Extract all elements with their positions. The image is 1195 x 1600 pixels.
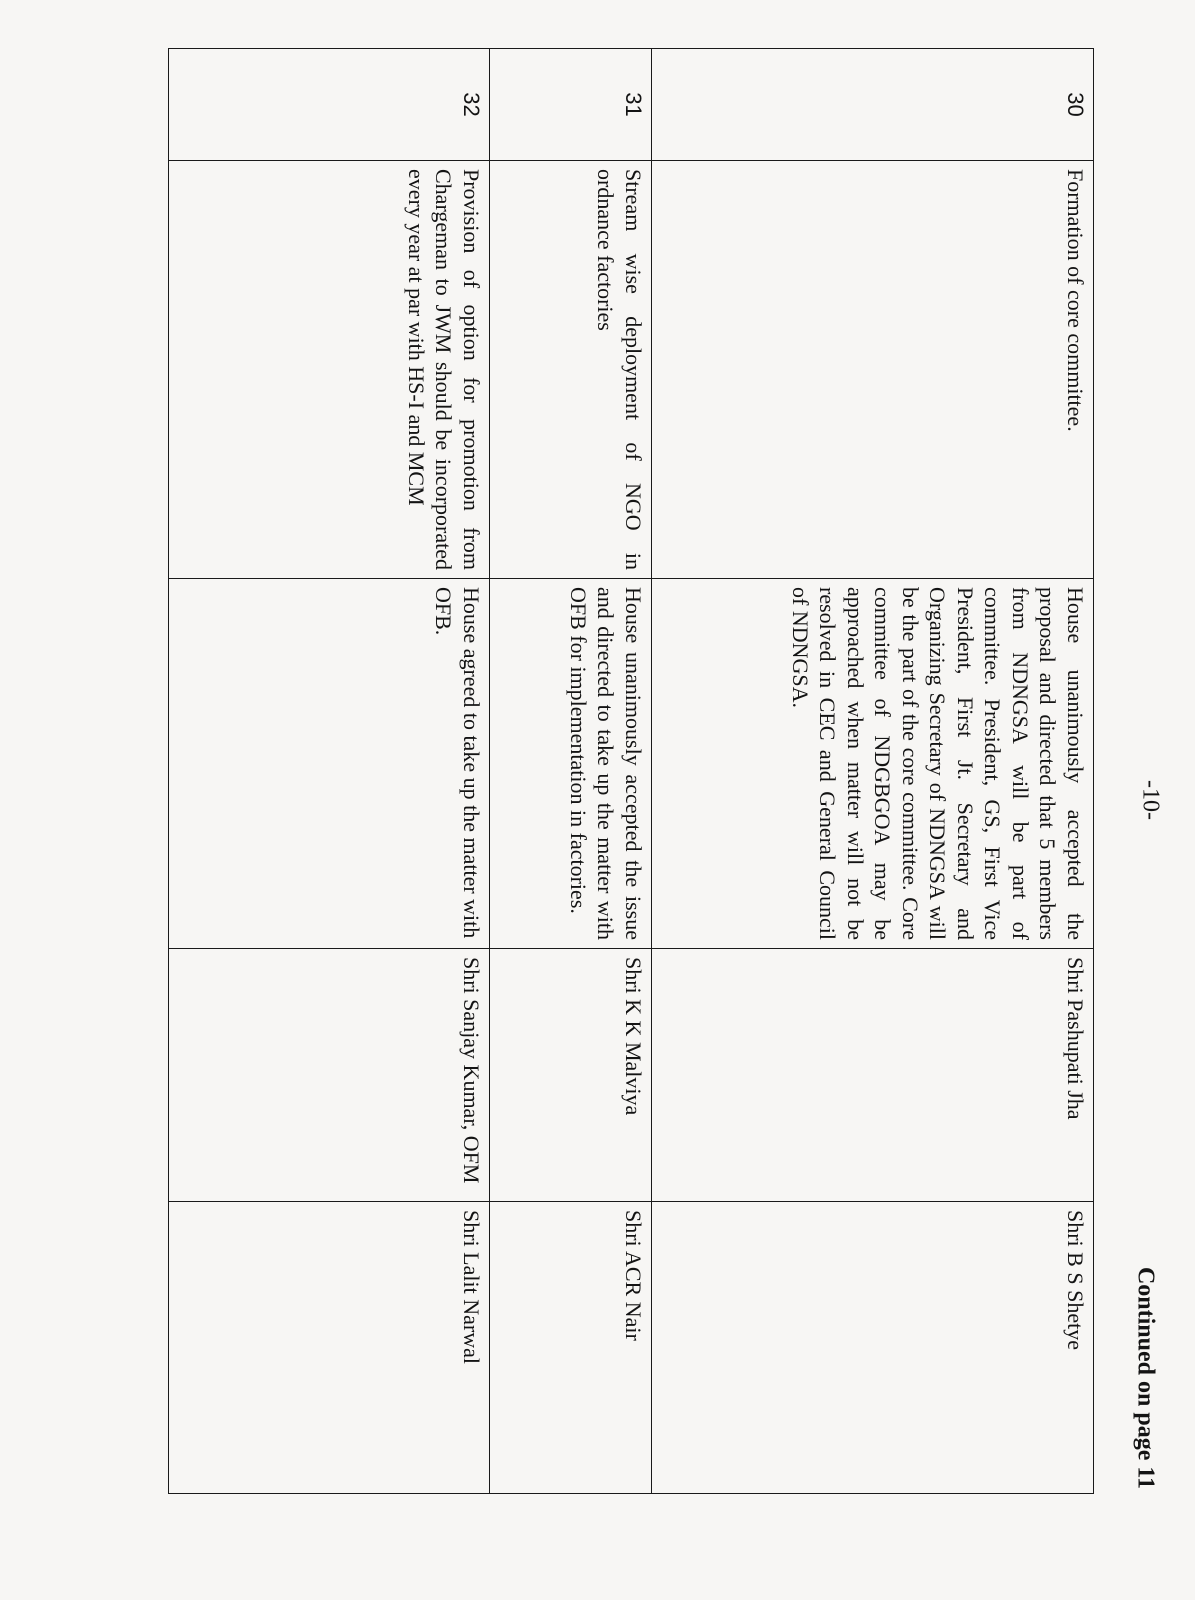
row-proposer: Shri K K Malviya: [490, 949, 652, 1202]
row-subject: Formation of core committee.: [652, 161, 1094, 579]
row-seconder: Shri ACR Nair: [490, 1202, 652, 1494]
row-proposer: Shri Pashupati Jha: [652, 949, 1094, 1202]
minutes-table-container: [169, 48, 1094, 1493]
row-decision: House unanimously accepted the issue and directed to take up the matter with OFB for implementation in factories.: [490, 579, 652, 949]
page-number: -10-: [1137, 780, 1164, 820]
row-decision: House agreed to take up the matter with OFB.: [169, 579, 490, 949]
table-row: [490, 49, 652, 1494]
row-subject: Stream wise deployment of NGO in ordnance factories: [490, 161, 652, 579]
row-serial-number: 31: [490, 49, 652, 161]
minutes-table: [168, 48, 1094, 1494]
row-subject: Provision of option for promotion from Chargeman to JWM should be incorporated every year at par with HS-I and MCM: [169, 161, 490, 579]
row-proposer: Shri Sanjay Kumar, OFM: [169, 949, 490, 1202]
row-serial-number: 30: [652, 49, 1094, 161]
row-decision: House unanimously accepted the proposal and directed that 5 members from NDNGSA will be part of committee. President, GS, First Vice President, First Jt. Secretary and Organizing Secretary of NDNGSA will be the part of the core committee. Core committee of NDGBGOA may be approached when matter will not be resolved in CEC and General Council of NDNGSA.: [652, 579, 1094, 949]
row-serial-number: 32: [169, 49, 490, 161]
table-row: [652, 49, 1094, 1494]
table-row: [169, 49, 490, 1494]
continued-note: Continued on page 11: [1132, 1266, 1159, 1490]
row-seconder: Shri Lalit Narwal: [169, 1202, 490, 1494]
row-seconder: Shri B S Shetye: [652, 1202, 1094, 1494]
